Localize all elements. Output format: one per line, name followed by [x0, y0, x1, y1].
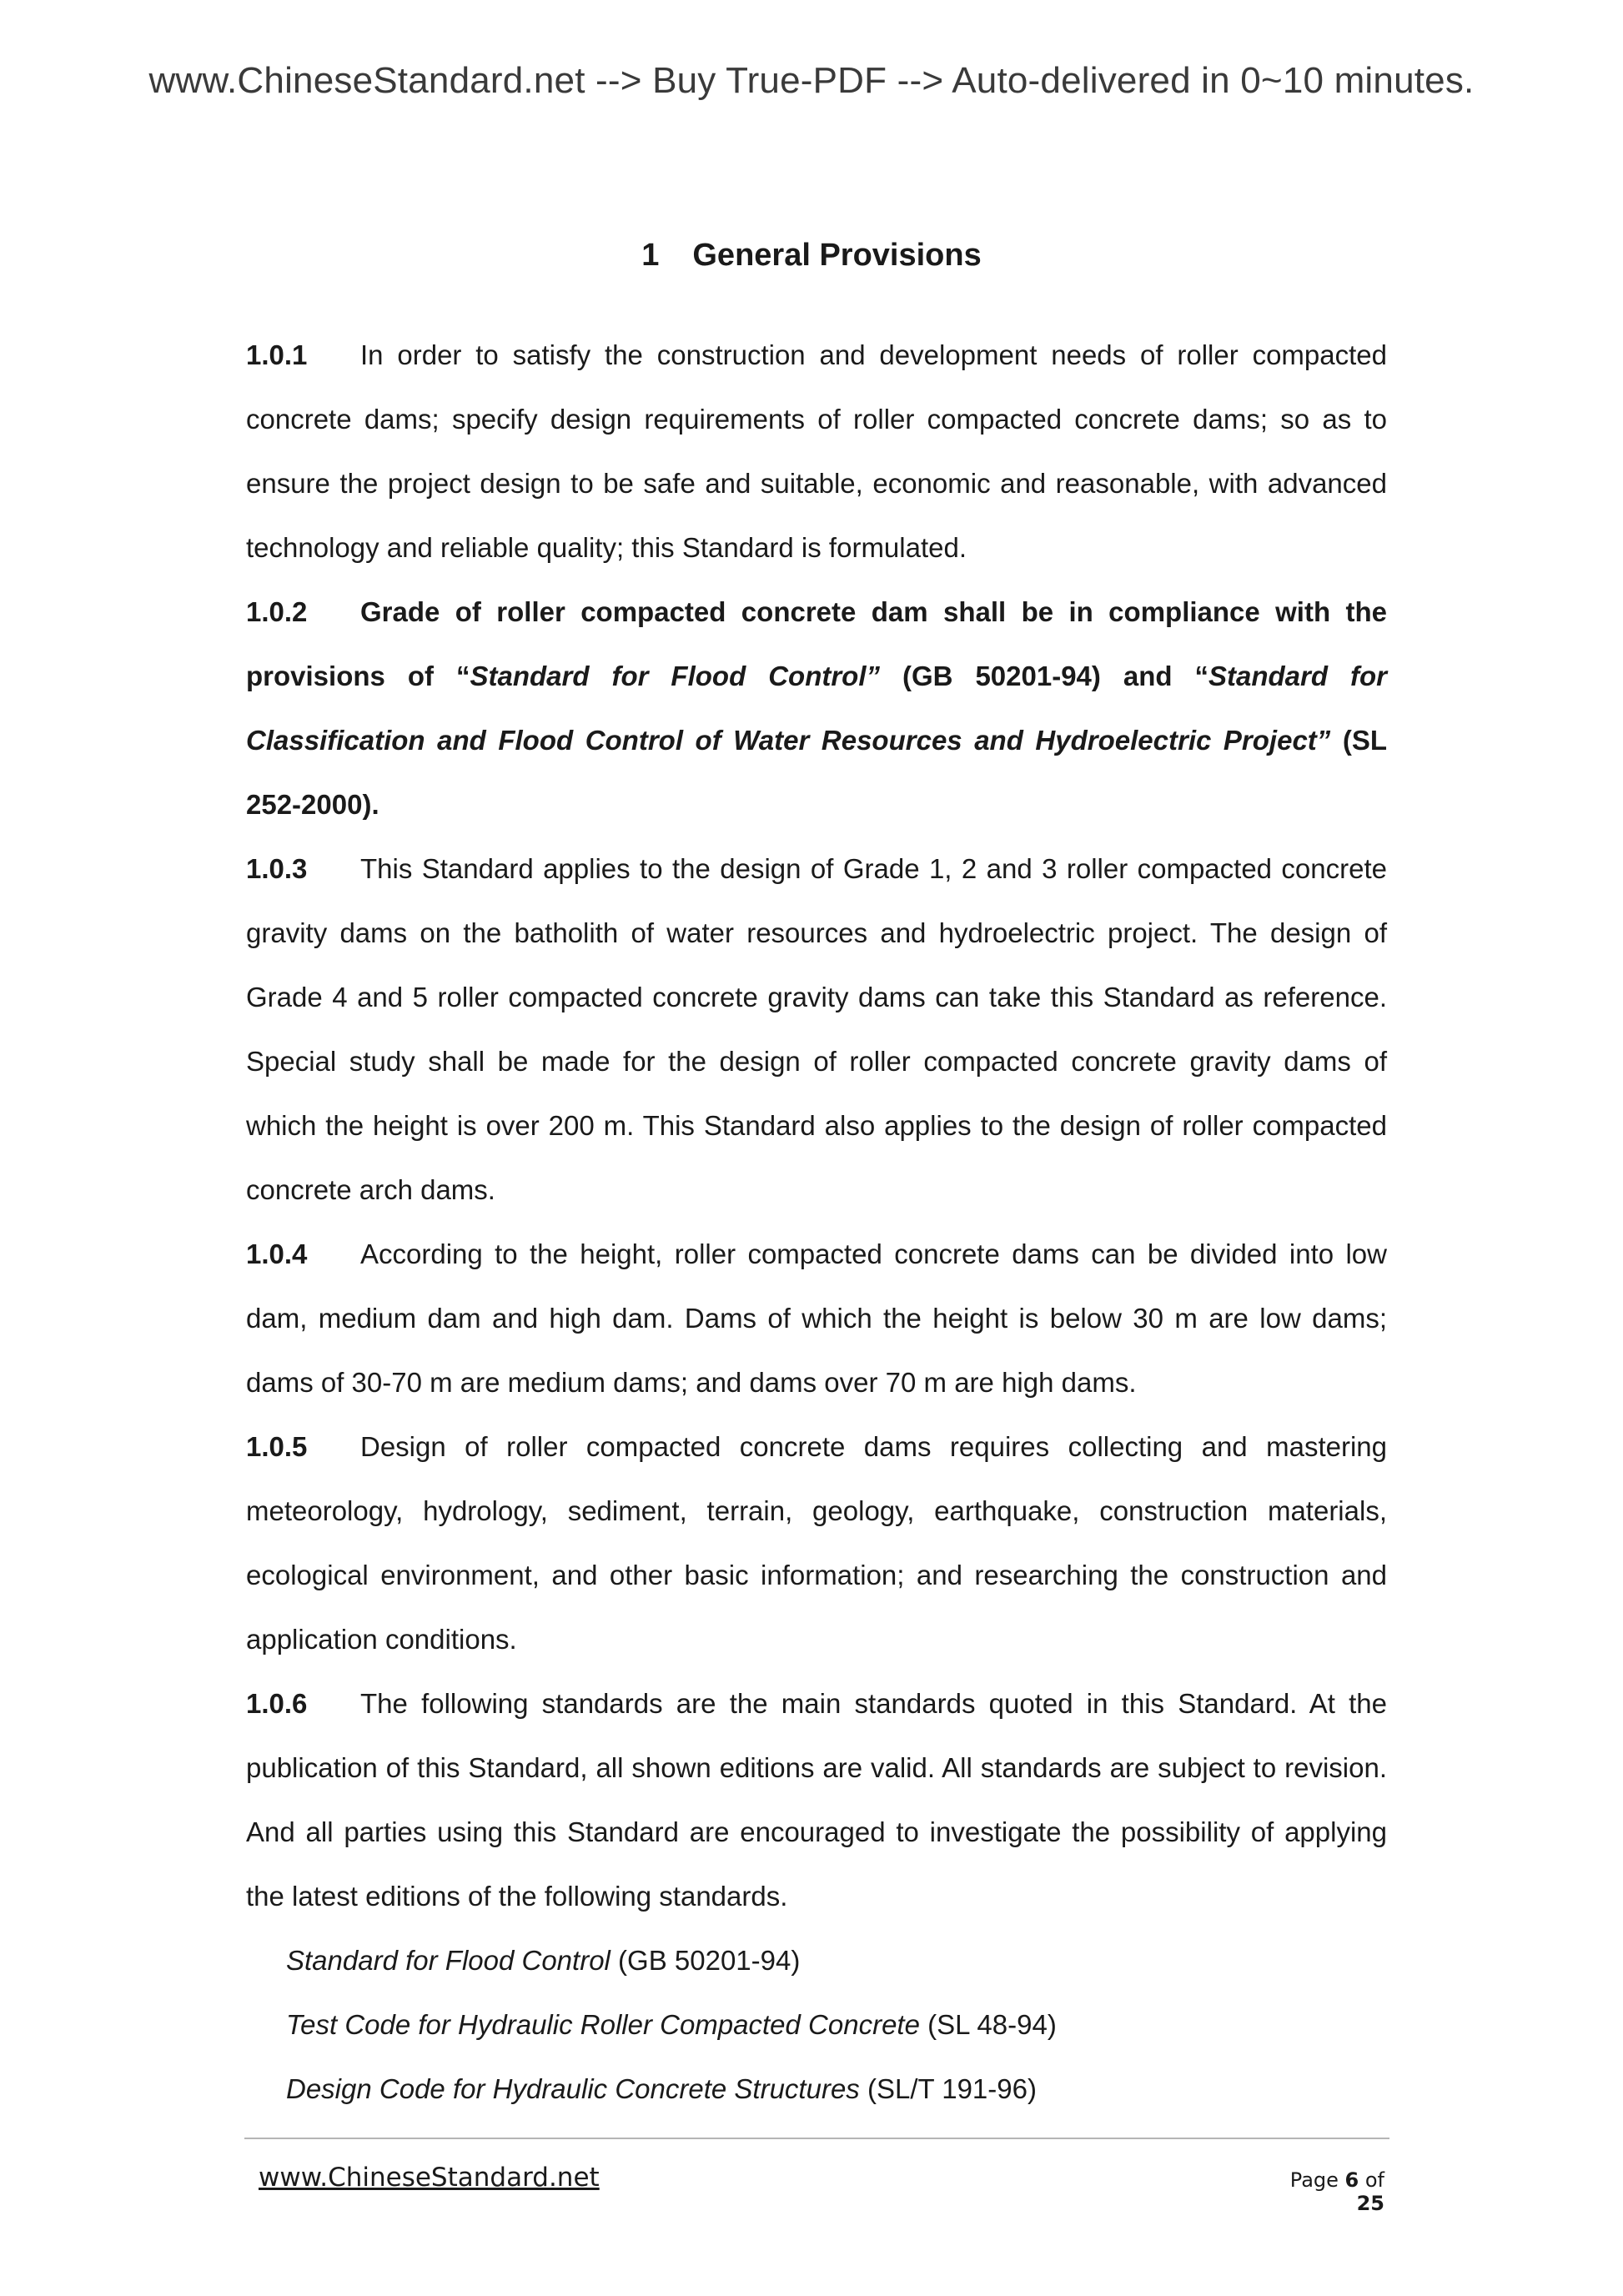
- chapter-title-text: General Provisions: [692, 238, 982, 273]
- reference-code: (SL/T 191-96): [859, 2073, 1037, 2104]
- clause-number: 1.0.6: [246, 1688, 308, 1719]
- chapter-number: 1: [641, 238, 660, 273]
- cited-title: Standard for Classification and Flood Control of Water Resources and Hydroelectric Project”: [246, 661, 1387, 756]
- clause-text: The following standards are the main standards quoted in this Standard. At the publication of this Standard, all shown editions are valid. All standards are subject to revision. And all parties using this Standard are encouraged to investigate the possibility of applying the latest editions of the following standards.: [246, 1688, 1387, 1912]
- clause-1-0-4: [246, 1222, 1387, 1414]
- cited-title: Standard for Flood Control”: [470, 661, 881, 691]
- clause-text: (GB 50201-94) and “: [880, 661, 1209, 691]
- page-of: of: [1359, 2168, 1384, 2192]
- clause-text: Design of roller compacted concrete dams requires collecting and mastering meteorology, hydrology, sediment, terrain, geology, earthquake, construction materials, ecological environment, and other basic information; and researching the construction and application conditions.: [246, 1431, 1387, 1655]
- reference-item: [246, 2057, 1387, 2121]
- clause-1-0-1: [246, 323, 1387, 580]
- clause-1-0-5: [246, 1414, 1387, 1671]
- clause-text: This Standard applies to the design of Grade 1, 2 and 3 roller compacted concrete gravity dams on the batholith of water resources and hydroelectric project. The design of Grade 4 and 5 roller compacted concrete gravity dams can take this Standard as reference. Special study shall be made for the design of roller compacted concrete gravity dams of which the height is over 200 m. This Standard also applies to the design of roller compacted concrete arch dams.: [246, 853, 1387, 1205]
- clause-number: 1.0.2: [246, 596, 308, 627]
- reference-code: (SL 48-94): [919, 2009, 1057, 2040]
- clause-1-0-2: [246, 580, 1387, 837]
- clause-text: In order to satisfy the construction and development needs of roller compacted concrete dams; specify design requirements of roller compacted concrete dams; so as to ensure the project design to be safe and suitable, economic and reasonable, with advanced technology and reliable quality; this Standard is formulated.: [246, 339, 1387, 563]
- clause-number: 1.0.3: [246, 853, 308, 884]
- clause-text: (SL 252-2000).: [246, 725, 1388, 820]
- page-prefix: Page: [1289, 2168, 1345, 2192]
- total-pages: 25: [1356, 2192, 1384, 2215]
- reference-code: (GB 50201-94): [610, 1945, 801, 1976]
- document-body: [246, 323, 1387, 2121]
- top-banner: www.ChineseStandard.net --> Buy True-PDF --> Auto-delivered in 0~10 minutes.: [148, 60, 1475, 101]
- footer-divider: [244, 2138, 1389, 2139]
- page-number: [1268, 2168, 1384, 2215]
- clause-text: According to the height, roller compacted concrete dams can be divided into low dam, medium dam and high dam. Dams of which the height is below 30 m are low dams; dams of 30-70 m are medium dams; and dams over 70 m are high dams.: [246, 1238, 1387, 1398]
- reference-item: [246, 1992, 1387, 2057]
- current-page: 6: [1344, 2168, 1359, 2192]
- reference-title: Test Code for Hydraulic Roller Compacted Concrete: [286, 2009, 920, 2040]
- clause-text: Grade of roller compacted concrete dam shall be in compliance with the provisions of “: [246, 596, 1387, 691]
- clause-number: 1.0.1: [246, 339, 308, 370]
- clause-1-0-3: [246, 837, 1387, 1222]
- clause-number: 1.0.5: [246, 1431, 308, 1462]
- chapter-title: [0, 238, 1623, 274]
- reference-title: Design Code for Hydraulic Concrete Structures: [286, 2073, 860, 2104]
- footer-site-link[interactable]: www.ChineseStandard.net: [259, 2163, 600, 2193]
- clause-number: 1.0.4: [246, 1238, 308, 1269]
- clause-1-0-6: [246, 1671, 1387, 1928]
- reference-title: Standard for Flood Control: [286, 1945, 611, 1976]
- reference-item: [246, 1928, 1387, 1992]
